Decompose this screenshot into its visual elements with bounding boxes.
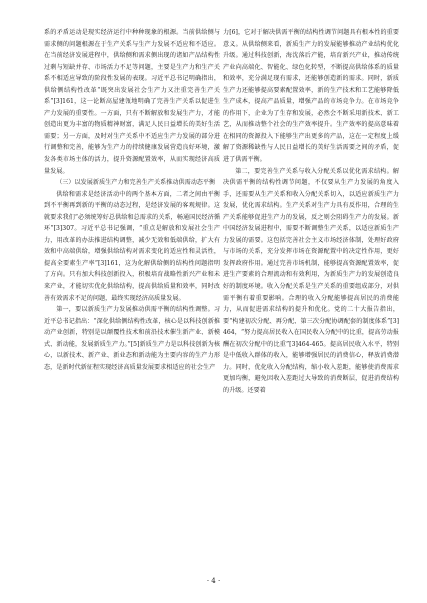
page-number: · 4 · <box>206 577 221 585</box>
paragraph-right-2: 第二，要完善生产关系与收入分配关系以优化需求结构。解决供需平衡的结构性调节问题，不仅要从生产力发展的角度入手，还需要从生产关系和收入分配关系切入，以适应新质生产力发展，优化需求结构。生产关系对生产力具有反作用，合理的生产关系能够促进生产力的发展，反之则会阻碍生产力的发展。新中国经济发展进程中，需要不断调整生产关系，以适应新质生产力发展的需要。这包括完善社会主义市场经济体制，处理好政府与市场的关系，充分发挥市场在资源配置中的决定性作用，更好发挥政府作用。通过完善市场机制，能够提高资源配置效率，促进生产要素的合理流动和有效利用，为新质生产力的发展创造良好的制度环境。收入分配关系是生产关系的重要组成部分，对供需平衡有着重要影响。合理的收入分配能够提高居民的消费能力，从而促进需求结构的提升和优化。党的二十大报告指出，要“构建初次分配、再分配、第三次分配协调配套的制度体系”[3]464，“努力提高居民收入在国民收入分配中的比重，提高劳动报酬在初次分配中的比重”[3]464-465。提高居民收入水平，特别是中低收入群体的收入，能够增强居民的消费信心，释放消费潜力。同时，优化收入分配结构，缩小收入差距，能够使消费需求更加均衡，避免因收入差距过大导致的消费断层，促进消费结构的升级。还要着 <box>223 167 399 394</box>
right-text-column <box>223 27 399 397</box>
paragraph-left-2: 供给和需求是经济活动中的两个基本方面，二者之间由平衡到不平衡再到新的平衡的动态过程，是经济发展的客观规律。这就要求我们“必须统筹好总供给和总需求的关系，畅通国民经济循环”[3]307。习近平总书记强调，“重点是解放和发展社会生产力，用改革的办法推进结构调整，减少无效和低端供给，扩大有效和中高端供给，增强供给结构对需求变化的适应性和灵活性，提高全要素生产率”[3]161，这为化解供给侧的结构性问题指明了方向。只有加大科技创新投入，积极培育战略性新兴产业和未来产业，才能切实优化供给结构，提高供给质量和效率，同时改善有效需求不足的问题，最终实现经济高质量发展。 <box>44 190 220 302</box>
paragraph-left-3: 第一，要以新质生产力发展推动供需平衡的结构性调整。习近平总书记指出：“深化供给侧结构性改革，核心是以科技创新推动产业创新，特别是以颠覆性技术和前沿技术催生新产业、新模式、新动能，发展新质生产力。”[5]新质生产力是以科技创新为核心，以新技术、新产业、新业态和新动能为主要内容的生产力形态，是新时代新征程实现经济高质量发展要求相适应的社会生产 <box>44 306 220 371</box>
paragraph-right-1: 力[6]，它对于解决供需平衡的结构性调节问题具有根本性的重要意义。从供给侧来看，新质生产力的发展能够推动产业结构优化升级。通过科技创新，海沈落后产能，培育新兴产业，推动传统产业向高端化、智能化、绿色化转型，不断提高供给体系的质量和效率，充分满足现有需求，还能够创造新的需求。同时，新质生产力还能够提高要素配置效率，新的生产技术和工艺能够降低生产成本，提高产品质量，增强产品的市场竞争力。在市场竞争的作用下，企业为了生存和发展，必然会不断采用新技术、新工艺，从而推动整个社会的生产效率提升。生产效率的提高意味着在相同的资源投入下能够生产出更多的产品，这在一定程度上缓解了资源稀缺性与人民日益增长的美好生活需要之间的矛盾，促进了供需平衡。 <box>223 29 399 164</box>
section-heading: （三）以发展新质生产力和完善生产关系推动供需动态平衡 <box>56 179 216 187</box>
left-text-column <box>44 27 220 373</box>
paragraph-left-1: 系的矛盾运动是现实经济运行中种种现象的根源。当前供给侧与需求侧的问题根源在于生产关系与生产力发展不适应和不适应。在当前经济发展进程中，供给侧和需求侧出现的诸如产品结构性过剩与短缺并存、市场活力不足等问题，主要是生产力和生产关系不相适应导致的阶段性发展的表现。习近平总书记明确指出，供给侧结构性改革“既突出发展社会生产力又注重完善生产关系”[3]161，这一论断高屋建瓴地明确了完善生产关系以促进生产力发展的重要性。一方面，只有不断解放和发展生产力，才能创造出更为丰富的物质精神财富，满足人民日益增长的美好生活需要；另一方面，及时对生产关系中不适应生产力发展的部分进行调整和完善，能够为生产力的持续健康发展营造良好环境，激发各类市场主体的活力，提升资源配置效率，从而实现经济高质量发展。 <box>44 29 220 175</box>
